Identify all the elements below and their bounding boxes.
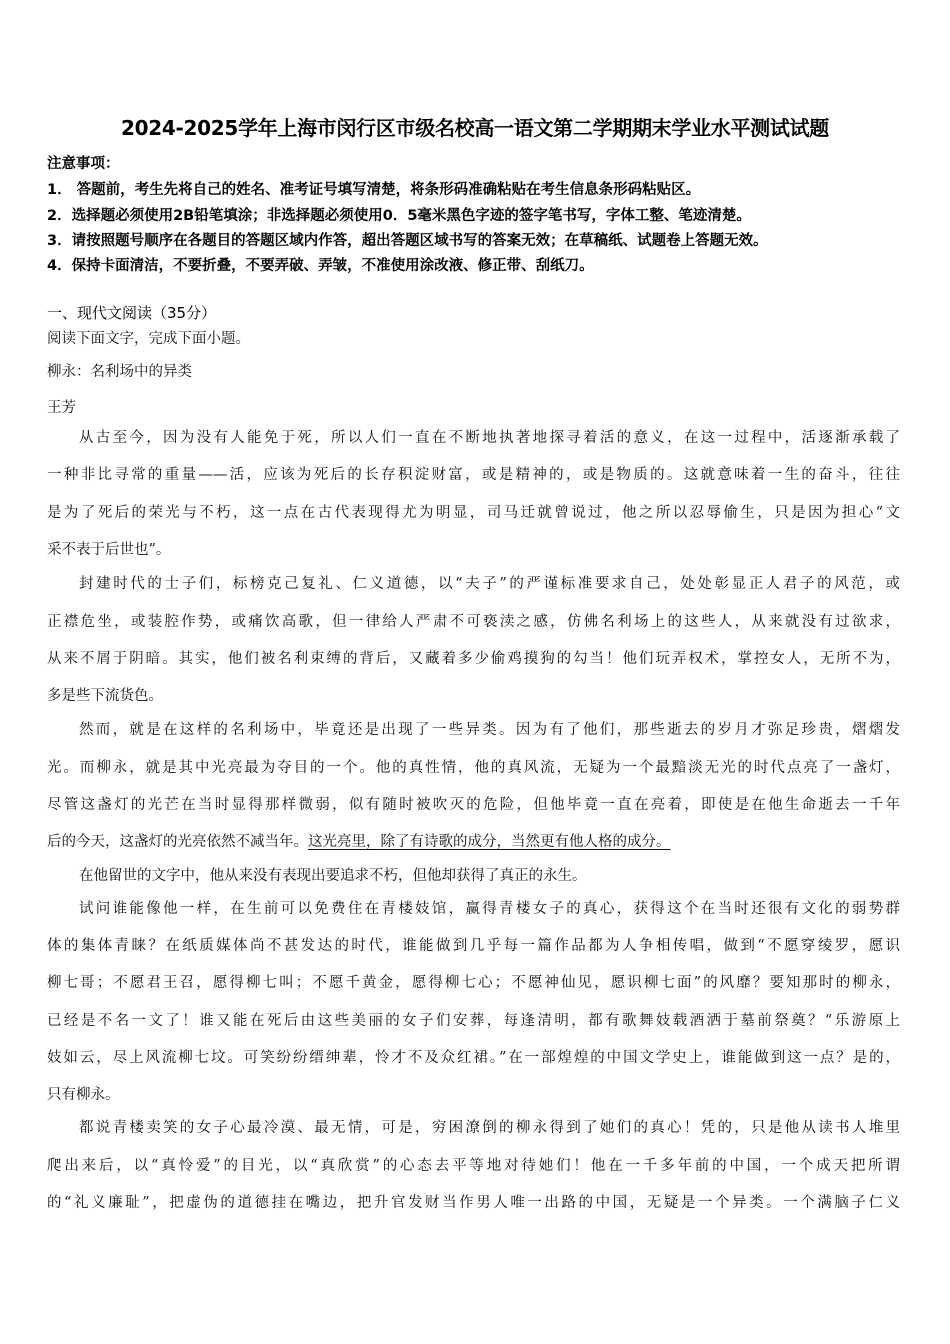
paragraph-line: 多是些下流货色。: [47, 688, 163, 704]
paragraph-line: 封建时代的士子们，标榜克己复礼、仁义道德，以“夫子”的严谨标准要求自己，处处彰显正人君子的风范，或: [79, 576, 900, 592]
underlined-sentence: 这光亮里，除了有诗歌的成分，当然更有他人格的成分。: [308, 834, 671, 850]
document-title: 2024-2025学年上海市闵行区市级名校高一语文第二学期期末学业水平测试试题: [121, 116, 829, 140]
paragraph-text: 后的今天，这盏灯的光亮依然不减当年。: [47, 834, 308, 850]
paragraph-line: [47, 830, 900, 851]
paragraph-line: 柳七哥；不愿君王召，愿得柳七叫；不愿千黄金，愿得柳七心；不愿神仙见，愿识柳七面”的风靡？要知那时的柳永，: [47, 975, 900, 991]
paragraph-line: 一种非比寻常的重量——活，应该为死后的长存积淀财富，或是精神的，或是物质的。这就意味着一生的奋斗，往往: [47, 467, 900, 483]
paragraph-line: 光。而柳永，就是其中光亮最为夺目的一个。他的真性情，他的真风流，无疑为一个最黯淡无光的时代点亮了一盏灯，: [47, 760, 900, 776]
notice-item: 3．请按照题号顺序在各题目的答题区域内作答，超出答题区域书写的答案无效；在草稿纸、试题卷上答题无效。: [47, 233, 768, 249]
paragraph-line: 是为了死后的荣光与不朽，这一点在古代表现得尤为明显，司马迁就曾说过，他之所以忍辱偷生，只是因为担心“文: [47, 505, 900, 521]
notice-item: 2．选择题必须使用2B铅笔填涂；非选择题必须使用0．5毫米黑色字迹的签字笔书写，字体工整、笔迹清楚。: [47, 208, 751, 224]
paragraph-line: 然而，就是在这样的名利场中，毕竟还是出现了一些异类。因为有了他们，那些逝去的岁月才弥足珍贵，熠熠发: [79, 722, 900, 738]
paragraph-line: 从来不屑于阴暗。其实，他们被名利束缚的背后，又藏着多少偷鸡摸狗的勾当！他们玩弄权术，掌控女人，无所不为，: [47, 651, 900, 667]
instruction-text: 阅读下面文字，完成下面小题。: [47, 331, 250, 347]
paragraph-line: 尽管这盏灯的光芒在当时显得那样微弱，似有随时被吹灭的危险，但他毕竟一直在亮着，即使是在他生命逝去一千年: [47, 797, 900, 813]
paragraph-line: 采不表于后世也”。: [47, 542, 171, 558]
paragraph-line: 都说青楼卖笑的女子心最冷漠、最无情，可是，穷困潦倒的柳永得到了她们的真心！凭的，只是他从读书人堆里: [79, 1120, 900, 1136]
paragraph-line: 体的集体青睐？在纸质媒体尚不甚发达的时代，谁能做到几乎每一篇作品都为人争相传唱，做到“不愿穿绫罗，愿识: [47, 938, 900, 954]
paragraph-line: 在他留世的文字中，他从来没有表现出要追求不朽，但他却获得了真正的永生。: [79, 868, 587, 884]
paragraph-line: 正襟危坐，或装腔作势，或痛饮高歌，但一律给人严肃不可亵渎之感，仿佛名利场上的这些人，从来就没有过欲求，: [47, 614, 900, 630]
paragraph-line: 试问谁能像他一样，在生前可以免费住在青楼妓馆，赢得青楼女子的真心，获得这个在当时还很有文化的弱势群: [79, 901, 900, 917]
article-title: 柳永：名利场中的异类: [47, 364, 192, 380]
paragraph-line: 的“礼义廉耻”，把虚伪的道德挂在嘴边，把升官发财当作男人唯一出路的中国，无疑是一个异类。一个满脑子仁义: [47, 1195, 900, 1211]
article-author: 王芳: [47, 400, 76, 416]
section-heading: 一、现代文阅读（35分）: [47, 304, 217, 322]
paragraph-line: 从古至今，因为没有人能免于死，所以人们一直在不断地执著地探寻着活的意义，在这一过程中，活逐渐承载了: [79, 430, 900, 446]
paragraph-line: 只有柳永。: [47, 1087, 120, 1103]
paragraph-line: 已经是不名一文了！谁又能在死后由这些美丽的女子们安葬，每逢清明，都有歌舞妓载酒洒于墓前祭奠？“乐游原上: [47, 1013, 900, 1029]
notice-heading: 注意事项：: [47, 156, 120, 172]
paragraph-line: 爬出来后，以“真怜爱”的目光，以“真欣赏”的心态去平等地对待她们！他在一千多年前的中国，一个成天把所谓: [47, 1158, 900, 1174]
notice-item: 1． 答题前，考生先将自己的姓名、准考证号填写清楚，将条形码准确粘贴在考生信息条形码粘贴区。: [47, 182, 701, 198]
notice-item: 4．保持卡面清洁，不要折叠，不要弄破、弄皱，不准使用涂改液、修正带、刮纸刀。: [47, 258, 594, 274]
paragraph-line: 妓如云，尽上风流柳七坟。可笑纷纷缙绅辈，怜才不及众红裙。”在一部煌煌的中国文学史上，谁能做到这一点？是的，: [47, 1050, 900, 1066]
